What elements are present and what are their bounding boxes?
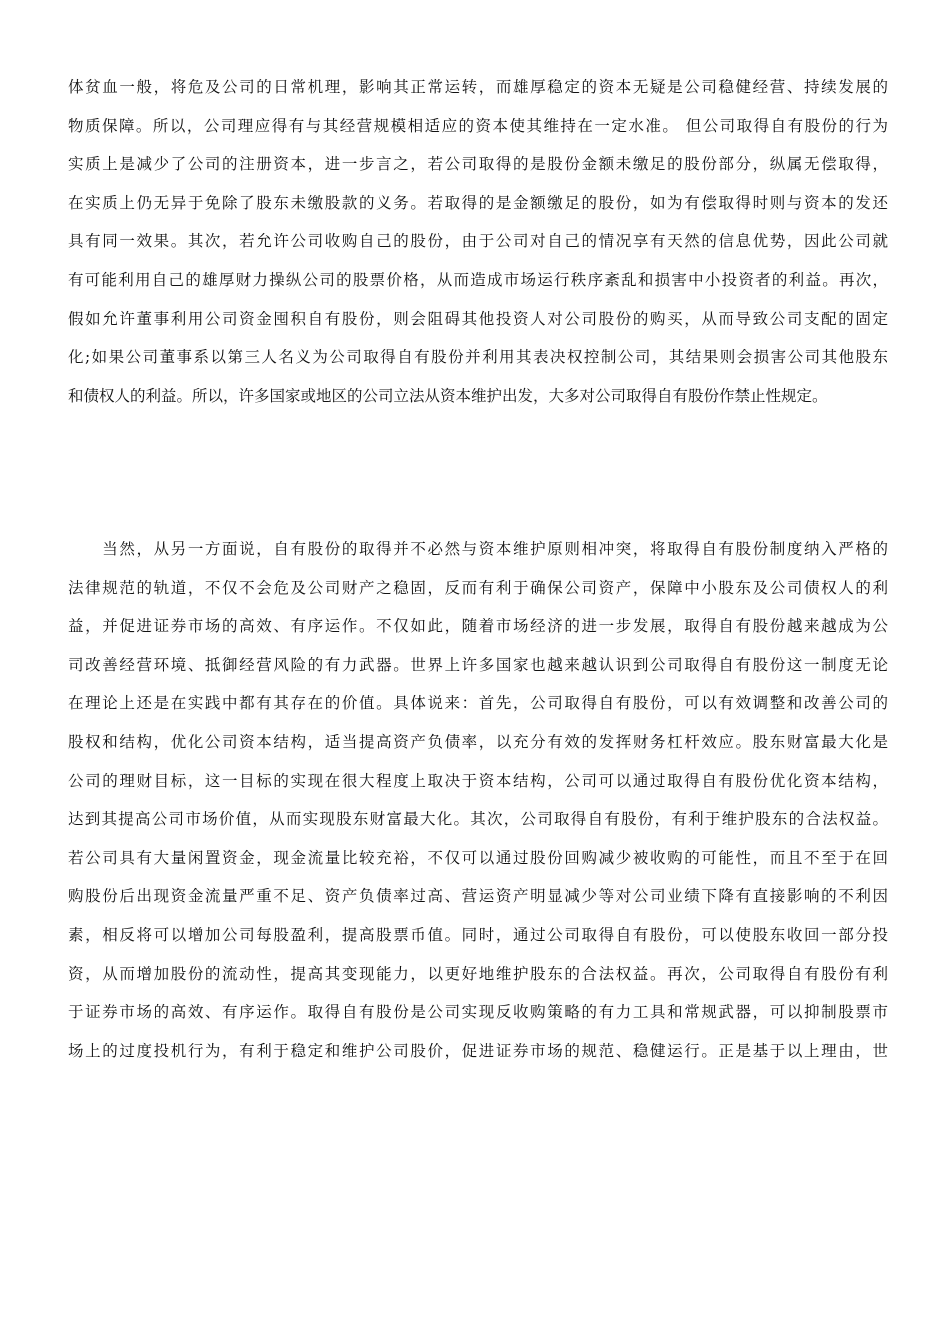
- text-line: 资，从而增加股份的流动性，提高其变现能力，以更好地维护股东的合法权益。再次，公司取得自有股份有利: [68, 964, 888, 983]
- text-line: 假如允许董事利用公司资金囤积自有股份，则会阻碍其他投资人对公司股份的购买，从而导致公司支配的固定: [68, 309, 888, 328]
- text-line: 物质保障。所以，公司理应得有与其经营规模相适应的资本使其维持在一定水准。 但公司取得自有股份的行为: [68, 116, 888, 135]
- text-line: 体贫血一般，将危及公司的日常机理，影响其正常运转，而雄厚稳定的资本无疑是公司稳健经营、持续发展的: [68, 78, 888, 96]
- text-line: 化;如果公司董事系以第三人名义为公司取得自有股份并利用其表决权控制公司，其结果则会损害公司其他股东: [68, 348, 888, 367]
- text-line: 司改善经营环境、抵御经营风险的有力武器。世界上许多国家也越来越认识到公司取得自有股份这一制度无论: [68, 655, 888, 674]
- text-line: 益，并促进证券市场的高效、有序运作。不仅如此，随着市场经济的进一步发展，取得自有股份越来越成为公: [68, 617, 888, 636]
- text-line: 素，相反将可以增加公司每股盈利，提高股票币值。同时，通过公司取得自有股份，可以使股东收回一部分投: [68, 925, 888, 944]
- text-line: 股权和结构，优化公司资本结构，适当提高资产负债率，以充分有效的发挥财务杠杆效应。股东财富最大化是: [68, 732, 888, 751]
- text-line: 在实质上仍无异于免除了股东未缴股款的义务。若取得的是金额缴足的股份，如为有偿取得时则与资本的发还: [68, 193, 888, 212]
- text-line: 于证券市场的高效、有序运作。取得自有股份是公司实现反收购策略的有力工具和常规武器，可以抑制股票市: [68, 1003, 888, 1022]
- text-line: 当然，从另一方面说，自有股份的取得并不必然与资本维护原则相冲突，将取得自有股份制度纳入严格的: [68, 540, 888, 558]
- text-line: 购股份后出现资金流量严重不足、资产负债率过高、营运资产明显减少等对公司业绩下降有直接影响的不利因: [68, 887, 888, 906]
- text-line: 法律规范的轨道，不仅不会危及公司财产之稳固，反而有利于确保公司资产，保障中小股东及公司债权人的利: [68, 578, 888, 597]
- text-line: 场上的过度投机行为，有利于稳定和维护公司股价，促进证券市场的规范、稳健运行。正是基于以上理由，世: [68, 1041, 888, 1060]
- text-line: 和债权人的利益。所以，许多国家或地区的公司立法从资本维护出发，大多对公司取得自有股份作禁止性规定。: [68, 386, 828, 405]
- text-line: 实质上是减少了公司的注册资本，进一步言之，若公司取得的是股份金额未缴足的股份部分，纵属无偿取得，: [68, 155, 888, 174]
- text-line: 公司的理财目标，这一目标的实现在很大程度上取决于资本结构，公司可以通过取得自有股份优化资本结构，: [68, 771, 888, 790]
- text-line: 若公司具有大量闲置资金，现金流量比较充裕，不仅可以通过股份回购减少被收购的可能性，而且不至于在回: [68, 848, 888, 867]
- text-line: 具有同一效果。其次，若允许公司收购自己的股份，由于公司对自己的情况享有天然的信息优势，因此公司就: [68, 232, 888, 251]
- paragraph-2: [68, 530, 888, 1070]
- text-line: 在理论上还是在实践中都有其存在的价值。具体说来：首先，公司取得自有股份，可以有效调整和改善公司的: [68, 694, 888, 713]
- paragraph-1: [68, 68, 888, 415]
- text-line: 达到其提高公司市场价值，从而实现股东财富最大化。其次，公司取得自有股份，有利于维护股东的合法权益。: [68, 810, 888, 829]
- text-line: 有可能利用自己的雄厚财力操纵公司的股票价格，从而造成市场运行秩序紊乱和损害中小投资者的利益。再次，: [68, 270, 888, 289]
